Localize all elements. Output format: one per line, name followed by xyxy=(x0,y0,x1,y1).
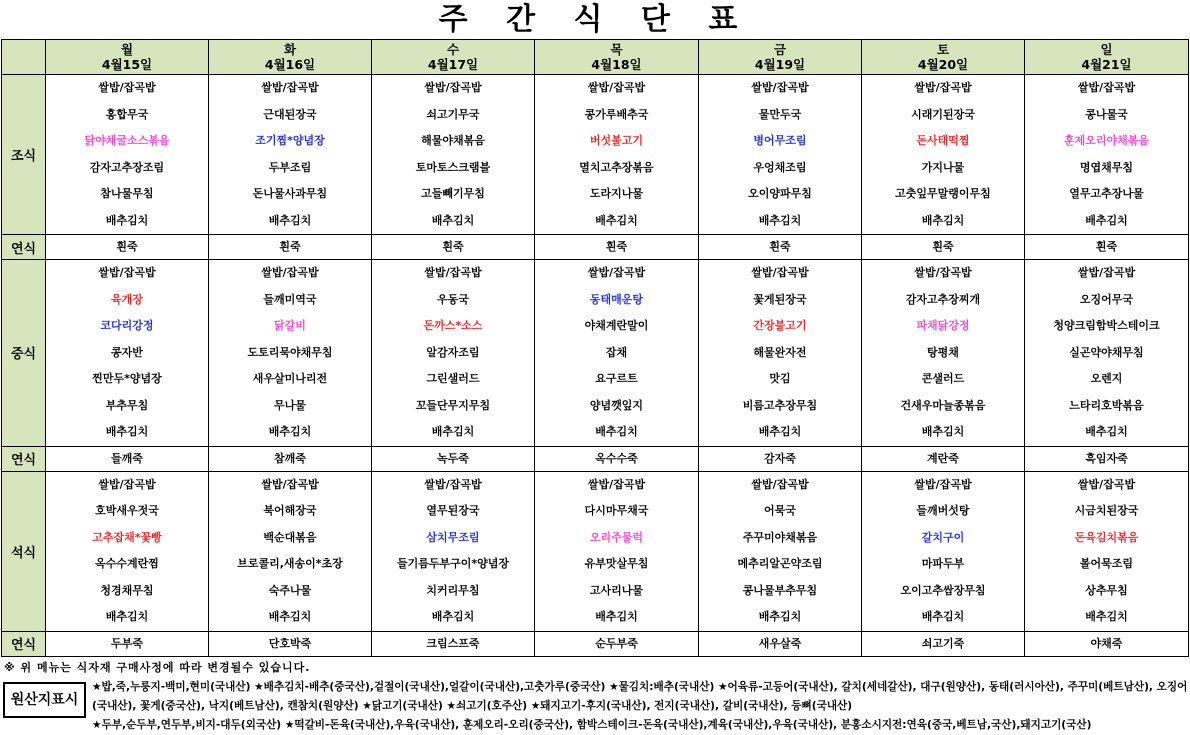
menu-item: 참깨죽 xyxy=(274,451,306,465)
menu-cell xyxy=(535,75,699,235)
menu-item: 쌀밥/잡곡밥 xyxy=(98,81,156,94)
day-header xyxy=(46,40,209,75)
day-date: 4월17일 xyxy=(427,57,479,72)
menu-item: 쌀밥/잡곡밥 xyxy=(98,477,156,491)
day-name: 금 xyxy=(773,42,787,57)
menu-item: 흰죽 xyxy=(442,240,464,253)
menu-item: 배추김치 xyxy=(921,425,965,438)
menu-item: 오징어무국 xyxy=(1079,292,1134,306)
menu-item: 메추리알곤약조림 xyxy=(737,557,823,570)
menu-item: 감자고추장조림 xyxy=(89,160,165,174)
menu-cell xyxy=(1025,235,1189,260)
menu-cell xyxy=(535,260,699,447)
menu-item: 버섯불고기 xyxy=(589,134,644,147)
origin-label: 원산지표시 xyxy=(3,682,86,718)
menu-item: 쌀밥/잡곡밥 xyxy=(751,477,809,491)
menu-cell xyxy=(862,631,1025,656)
menu-cell xyxy=(372,75,535,235)
menu-item: 배추김치 xyxy=(105,610,149,623)
menu-item: 우동국 xyxy=(437,292,469,306)
menu-item: 명엽채무침 xyxy=(1079,160,1134,174)
menu-item: 코다리강정 xyxy=(100,319,154,332)
menu-item: 고추잡채*꽃빵 xyxy=(92,530,162,544)
menu-item: 쌀밥/잡곡밥 xyxy=(587,477,646,491)
menu-item: 쌀밥/잡곡밥 xyxy=(1077,266,1136,279)
menu-cell xyxy=(535,471,699,631)
menu-item: 양념깻잎지 xyxy=(589,398,644,412)
menu-item: 실곤약야채무침 xyxy=(1069,345,1144,359)
menu-item: 배추김치 xyxy=(758,425,802,438)
menu-item: 우엉채조림 xyxy=(753,160,807,174)
menu-item: 돈사태떡찜 xyxy=(916,134,970,147)
menu-item: 조기찜*양념장 xyxy=(255,134,325,147)
menu-item: 들깨죽 xyxy=(111,451,143,465)
menu-cell xyxy=(862,446,1025,471)
menu-cell xyxy=(209,446,372,471)
menu-item: 열무된장국 xyxy=(426,504,480,517)
menu-item: 흰죽 xyxy=(116,240,138,253)
menu-item: 돈육김치볶음 xyxy=(1074,530,1139,544)
day-header xyxy=(862,40,1025,75)
menu-item: 배추김치 xyxy=(595,213,638,227)
menu-item: 해물완자전 xyxy=(753,345,807,359)
menu-item: 탕평채 xyxy=(927,345,959,359)
day-header xyxy=(699,40,862,75)
menu-item: 오리주물럭 xyxy=(589,530,644,544)
menu-cell xyxy=(209,235,372,260)
day-date: 4월19일 xyxy=(754,57,806,72)
menu-item: 들기름두부구이*양념장 xyxy=(396,557,509,570)
day-name: 월 xyxy=(120,42,134,57)
menu-item: 그린샐러드 xyxy=(426,372,480,385)
menu-item: 옥수수계란찜 xyxy=(95,557,159,570)
menu-item: 옥수수죽 xyxy=(595,451,638,465)
menu-item: 쇠고기무국 xyxy=(426,107,480,121)
menu-item: 파채닭강정 xyxy=(916,319,970,332)
menu-item: 느타리호박볶음 xyxy=(1069,398,1144,412)
meal-row xyxy=(2,75,1189,235)
menu-cell xyxy=(46,446,209,471)
menu-item: 배추김치 xyxy=(921,213,965,227)
menu-cell xyxy=(209,631,372,656)
menu-item: 멸치고추장볶음 xyxy=(579,160,654,174)
menu-item: 쌀밥/잡곡밥 xyxy=(261,266,319,279)
menu-item: 주꾸미야채볶음 xyxy=(742,530,818,544)
menu-item: 쌀밥/잡곡밥 xyxy=(1077,477,1136,491)
header-corner xyxy=(2,40,46,75)
menu-item: 돈나물사과무침 xyxy=(252,187,328,200)
menu-item: 맛김 xyxy=(769,372,791,385)
day-date: 4월20일 xyxy=(917,57,969,72)
menu-cell xyxy=(535,631,699,656)
meal-label: 중식 xyxy=(2,260,46,447)
menu-item: 야채죽 xyxy=(1090,636,1123,650)
menu-item: 흑임자죽 xyxy=(1085,451,1128,465)
menu-item: 배추김치 xyxy=(268,610,312,623)
menu-item: 해물야채볶음 xyxy=(421,134,485,147)
menu-item: 물만두국 xyxy=(758,107,802,121)
menu-item: 오이양파무침 xyxy=(748,187,812,200)
menu-item: 배추김치 xyxy=(1085,213,1128,227)
menu-item: 잡채 xyxy=(605,345,628,359)
menu-item: 배추김치 xyxy=(268,213,312,227)
day-name: 화 xyxy=(283,42,297,57)
menu-cell xyxy=(862,471,1025,631)
menu-cell xyxy=(372,471,535,631)
menu-item: 숙주나물 xyxy=(268,583,312,597)
menu-item: 오이고추쌈장무침 xyxy=(900,583,986,597)
meal-row xyxy=(2,471,1189,631)
menu-item: 배추김치 xyxy=(595,425,638,438)
menu-item: 가지나물 xyxy=(921,160,965,174)
menu-cell xyxy=(209,260,372,447)
menu-item: 콘샐러드 xyxy=(921,372,965,385)
menu-item: 열무고추장나물 xyxy=(1069,187,1144,200)
menu-item: 꽃게된장국 xyxy=(753,292,807,306)
menu-item: 배추김치 xyxy=(431,425,475,438)
menu-item: 무나물 xyxy=(274,398,306,412)
menu-item: 배추김치 xyxy=(268,425,312,438)
soft-diet-row xyxy=(2,631,1189,656)
menu-item: 쌀밥/잡곡밥 xyxy=(587,266,646,279)
menu-item: 쌀밥/잡곡밥 xyxy=(261,81,319,94)
menu-item: 토마토스크램블 xyxy=(415,160,491,174)
menu-item: 들깨버섯탕 xyxy=(916,504,970,517)
menu-item: 간장불고기 xyxy=(753,319,807,332)
menu-cell xyxy=(372,235,535,260)
menu-cell xyxy=(535,446,699,471)
menu-item: 콩나물부추무침 xyxy=(742,583,818,597)
meal-label: 연식 xyxy=(2,631,46,656)
menu-item: 상추무침 xyxy=(1085,583,1128,597)
menu-item: 청양크림함박스테이크 xyxy=(1053,319,1160,332)
weekly-menu-table xyxy=(1,39,1189,657)
menu-item: 고춧잎무말랭이무침 xyxy=(895,187,991,200)
menu-cell xyxy=(1025,471,1189,631)
meal-row xyxy=(2,260,1189,447)
day-name: 일 xyxy=(1100,42,1113,57)
menu-item: 북어해장국 xyxy=(263,504,317,517)
menu-item: 갈치구이 xyxy=(921,530,965,544)
menu-item: 단호박죽 xyxy=(268,636,312,650)
menu-item: 쇠고기죽 xyxy=(921,636,965,650)
menu-cell xyxy=(209,471,372,631)
menu-item: 닭갈비 xyxy=(274,319,306,332)
menu-item: 시금치된장국 xyxy=(1074,504,1139,517)
menu-item: 호박새우젓국 xyxy=(95,504,159,517)
menu-item: 쌀밥/잡곡밥 xyxy=(914,477,972,491)
menu-item: 계란죽 xyxy=(927,451,959,465)
menu-item: 배추김치 xyxy=(758,213,802,227)
menu-item: 순두부죽 xyxy=(595,636,638,650)
menu-item: 흰죽 xyxy=(1095,240,1118,253)
menu-cell xyxy=(862,235,1025,260)
menu-cell xyxy=(699,631,862,656)
menu-item: 새우살미나리전 xyxy=(252,372,328,385)
menu-item: 배추김치 xyxy=(105,213,149,227)
menu-item: 크림스프죽 xyxy=(426,636,480,650)
menu-item: 쌀밥/잡곡밥 xyxy=(751,266,809,279)
menu-cell xyxy=(46,75,209,235)
menu-item: 볼어묵조림 xyxy=(1079,557,1134,570)
menu-item: 흰죽 xyxy=(932,240,954,253)
menu-item: 시래기된장국 xyxy=(911,107,975,121)
menu-item: 고들빼기무침 xyxy=(421,187,485,200)
menu-cell xyxy=(1025,446,1189,471)
day-date: 4월16일 xyxy=(264,57,316,72)
menu-item: 배추김치 xyxy=(431,213,475,227)
day-header xyxy=(372,40,535,75)
menu-item: 육개장 xyxy=(111,292,143,306)
menu-cell xyxy=(699,75,862,235)
menu-cell xyxy=(1025,75,1189,235)
menu-item: 요구르트 xyxy=(595,372,638,385)
menu-item: 도토리묵야채무침 xyxy=(247,345,333,359)
menu-item: 백순대볶음 xyxy=(263,530,317,544)
soft-diet-row xyxy=(2,446,1189,471)
origin-line: ★두부,순두부,연두부,비지-대두(외국산) ★떡갈비-돈육(국내산),우육(국내산), 훈제오리-오리(중국산), 함박스테이크-돈육(국내산),계육(국내산),우육(국내산), 분홍소시지전:연육(중국,베트남,국산),돼지고기(국산) xyxy=(92,719,1092,731)
menu-item: 흰죽 xyxy=(769,240,791,253)
menu-cell xyxy=(372,260,535,447)
menu-item: 병어무조림 xyxy=(753,134,807,147)
menu-cell xyxy=(535,235,699,260)
menu-item: 배추김치 xyxy=(431,610,475,623)
menu-item: 흰죽 xyxy=(279,240,301,253)
menu-item: 쌀밥/잡곡밥 xyxy=(424,477,482,491)
menu-cell xyxy=(862,260,1025,447)
menu-cell xyxy=(46,235,209,260)
day-date: 4월15일 xyxy=(101,57,153,72)
menu-item: 치커리무침 xyxy=(426,583,480,597)
menu-cell xyxy=(699,446,862,471)
menu-item: 쌀밥/잡곡밥 xyxy=(424,266,482,279)
menu-item: 배추김치 xyxy=(758,610,802,623)
menu-item: 쌀밥/잡곡밥 xyxy=(914,81,972,94)
soft-diet-row xyxy=(2,235,1189,260)
menu-item: 오렌지 xyxy=(1090,372,1123,385)
menu-item: 돈까스*소스 xyxy=(423,319,483,332)
menu-cell xyxy=(372,631,535,656)
menu-item: 다시마무채국 xyxy=(584,504,649,517)
menu-item: 홍합무국 xyxy=(105,107,149,121)
menu-item: 유부맛살무침 xyxy=(584,557,649,570)
menu-item: 배추김치 xyxy=(1085,610,1128,623)
menu-item: 브로콜리,새송이*초장 xyxy=(237,557,343,570)
menu-item: 감자고추장찌개 xyxy=(905,292,981,306)
menu-item: 두부죽 xyxy=(111,636,143,650)
meal-label: 연식 xyxy=(2,446,46,471)
menu-item: 쌀밥/잡곡밥 xyxy=(261,477,319,491)
menu-item: 야채계란말이 xyxy=(584,319,649,332)
menu-item: 쌀밥/잡곡밥 xyxy=(914,266,972,279)
menu-item: 쌀밥/잡곡밥 xyxy=(751,81,809,94)
menu-item: 마파두부 xyxy=(921,557,965,570)
meal-label: 석식 xyxy=(2,471,46,631)
day-date: 4월21일 xyxy=(1081,57,1132,72)
menu-item: 콩자반 xyxy=(111,345,143,359)
change-notice: ※ 위 메뉴는 식자재 구매사정에 따라 변경될수 있습니다. xyxy=(4,661,311,674)
day-name: 토 xyxy=(936,42,950,57)
menu-item: 참나물무침 xyxy=(100,187,154,200)
meal-label: 연식 xyxy=(2,235,46,260)
day-header xyxy=(1025,40,1189,75)
menu-cell xyxy=(1025,260,1189,447)
menu-item: 훈제오리야채볶음 xyxy=(1063,134,1149,147)
menu-item: 비름고추장무침 xyxy=(742,398,818,412)
menu-item: 꼬들단무지무침 xyxy=(415,398,491,412)
day-header-row xyxy=(2,40,1189,75)
menu-item: 쌀밥/잡곡밥 xyxy=(1077,81,1136,94)
origin-info xyxy=(92,678,1188,735)
menu-item: 도라지나물 xyxy=(589,187,644,200)
meal-label: 조식 xyxy=(2,75,46,235)
menu-cell xyxy=(862,75,1025,235)
menu-item: 흰죽 xyxy=(605,240,628,253)
origin-line: ★밥,죽,누룽지-백미,현미(국내산) ★배추김치-배추(중국산),겉절이(국내산),얼갈이(국내산),고춧가루(중국산) ★물김치:배추(국내산) ★어육류-고등어(국내산), 갈치(세네갈산), 대구(원양산), 동태(러시아산), 주꾸미(베트남산), 오징어(국내산), 꽃게(중국산), 낙지(베트남산), 캔참치(원양산) ★닭고기(국내산) ★쇠고기(호주산) ★돼지고기-후지(국내산), 전지(국내산), 갈비(국내산), 등뼈(국내산) xyxy=(92,681,1188,712)
day-header xyxy=(209,40,372,75)
menu-item: 두부조림 xyxy=(268,160,312,174)
menu-item: 콩나물국 xyxy=(1085,107,1128,121)
menu-item: 쌀밥/잡곡밥 xyxy=(98,266,156,279)
menu-item: 쌀밥/잡곡밥 xyxy=(587,81,646,94)
menu-item: 동태매운탕 xyxy=(589,292,644,306)
day-date: 4월18일 xyxy=(591,57,642,72)
menu-item: 닭야채굴소스볶음 xyxy=(84,134,170,147)
menu-item: 들깨미역국 xyxy=(263,292,317,306)
menu-item: 새우살죽 xyxy=(758,636,802,650)
menu-cell xyxy=(209,75,372,235)
menu-item: 삼치무조림 xyxy=(426,530,480,544)
day-header xyxy=(535,40,699,75)
menu-item: 알감자조림 xyxy=(426,345,480,359)
menu-item: 어묵국 xyxy=(764,504,796,517)
menu-cell xyxy=(46,260,209,447)
day-name: 수 xyxy=(446,42,460,57)
menu-item: 건새우마늘종볶음 xyxy=(900,398,986,412)
menu-cell xyxy=(699,260,862,447)
menu-cell xyxy=(1025,631,1189,656)
menu-item: 고사리나물 xyxy=(589,583,644,597)
menu-cell xyxy=(46,471,209,631)
menu-item: 근대된장국 xyxy=(263,107,317,121)
menu-item: 배추김치 xyxy=(595,610,638,623)
menu-item: 청경채무침 xyxy=(100,583,154,597)
menu-item: 배추김치 xyxy=(1085,425,1128,438)
menu-item: 찐만두*양념장 xyxy=(92,372,162,385)
menu-item: 부추무침 xyxy=(105,398,149,412)
menu-cell xyxy=(699,235,862,260)
page-title: 주 간 식 단 표 xyxy=(438,2,752,37)
menu-cell xyxy=(372,446,535,471)
menu-cell xyxy=(46,631,209,656)
menu-item: 쌀밥/잡곡밥 xyxy=(424,81,482,94)
menu-item: 감자죽 xyxy=(764,451,796,465)
menu-item: 콩가루배추국 xyxy=(584,107,649,121)
menu-item: 배추김치 xyxy=(921,610,965,623)
menu-item: 녹두죽 xyxy=(437,451,469,465)
menu-cell xyxy=(699,471,862,631)
menu-item: 배추김치 xyxy=(105,425,149,438)
day-name: 목 xyxy=(610,42,623,57)
